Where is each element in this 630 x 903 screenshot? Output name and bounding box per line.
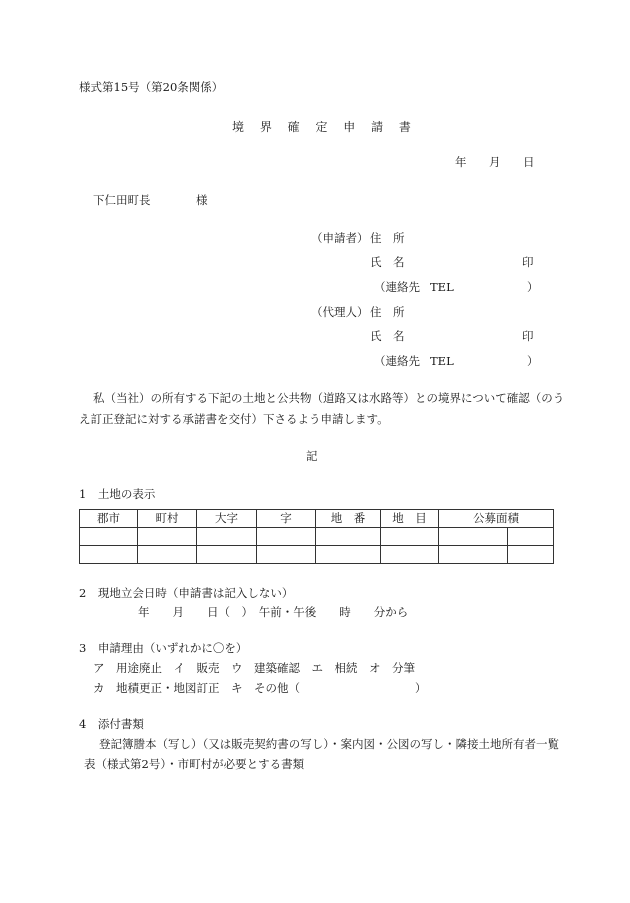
table-header-row xyxy=(80,510,554,528)
body-line-2: え訂正登記に対する承諾書を交付）下さるよう申請します。 xyxy=(79,412,389,426)
addressee-name: 下仁田町長 xyxy=(93,193,151,207)
section2-datetime: 年 月 日（ ） 午前・午後 時 分から xyxy=(138,605,409,619)
applicant-contact-open: （連絡先 xyxy=(374,280,420,294)
date-day: 日 xyxy=(523,155,535,169)
applicant-contact-close: ） xyxy=(527,280,539,294)
table-cell[interactable] xyxy=(138,528,197,546)
section4-heading: 4 添付書類 xyxy=(79,717,144,731)
addressee-honorific: 様 xyxy=(196,193,208,207)
agent-contact-open: （連絡先 xyxy=(374,354,420,368)
table-cell[interactable] xyxy=(316,528,381,546)
body-line-1: 私（当社）の所有する下記の土地と公共物（道路又は水路等）との境界について確認（のう xyxy=(93,391,565,405)
table-cell[interactable] xyxy=(257,528,316,546)
applicant-address-label: 住 所 xyxy=(370,231,405,245)
header-aza: 字 xyxy=(257,510,316,528)
table-cell[interactable] xyxy=(508,546,554,564)
section3-heading: 3 申請理由（いずれかに〇を） xyxy=(79,641,248,655)
applicant-seal: 印 xyxy=(522,255,534,269)
section4-line-1: 登記簿謄本（写し）（又は販売契約書の写し）・案内図・公図の写し・隣接土地所有者一覧 xyxy=(99,737,559,751)
table-cell[interactable] xyxy=(439,546,508,564)
agent-seal: 印 xyxy=(522,329,534,343)
section1-heading: 1 土地の表示 xyxy=(79,487,156,501)
table-cell[interactable] xyxy=(381,528,439,546)
header-gunshi: 郡市 xyxy=(80,510,138,528)
ki-heading: 記 xyxy=(306,449,318,463)
section3-options-1: ア 用途廃止 イ 販売 ウ 建築確認 エ 相続 オ 分筆 xyxy=(93,661,415,675)
table-row xyxy=(80,528,554,546)
table-cell[interactable] xyxy=(508,528,554,546)
header-oaza: 大字 xyxy=(197,510,257,528)
section4-line-2: 表（様式第2号）・市町村が必要とする書類 xyxy=(84,757,305,771)
table-cell[interactable] xyxy=(80,528,138,546)
table-cell[interactable] xyxy=(439,528,508,546)
header-area: 公募面積 xyxy=(439,510,554,528)
table-cell[interactable] xyxy=(197,546,257,564)
header-chiban: 地 番 xyxy=(316,510,381,528)
table-cell[interactable] xyxy=(381,546,439,564)
table-row xyxy=(80,546,554,564)
applicant-tel: TEL xyxy=(430,280,454,294)
date-year: 年 xyxy=(455,155,467,169)
agent-address-label: 住 所 xyxy=(370,305,405,319)
date-month: 月 xyxy=(489,155,501,169)
section2-heading: 2 現地立会日時（申請書は記入しない） xyxy=(79,586,294,600)
agent-role: （代理人） xyxy=(311,305,369,319)
page-title: 境 界 確 定 申 請 書 xyxy=(232,120,417,134)
section3-options-2: カ 地積更正・地図訂正 キ その他（ ） xyxy=(93,681,427,695)
header-chimoku: 地 目 xyxy=(381,510,439,528)
form-number: 様式第15号（第20条関係） xyxy=(79,80,224,94)
table-cell[interactable] xyxy=(138,546,197,564)
table-cell[interactable] xyxy=(80,546,138,564)
agent-contact-close: ） xyxy=(527,354,539,368)
applicant-role: （申請者） xyxy=(311,231,369,245)
land-table xyxy=(79,509,554,564)
applicant-name-label: 氏 名 xyxy=(370,255,405,269)
header-choson: 町村 xyxy=(138,510,197,528)
table-cell[interactable] xyxy=(316,546,381,564)
table-cell[interactable] xyxy=(257,546,316,564)
table-cell[interactable] xyxy=(197,528,257,546)
agent-tel: TEL xyxy=(430,354,454,368)
agent-name-label: 氏 名 xyxy=(370,329,405,343)
